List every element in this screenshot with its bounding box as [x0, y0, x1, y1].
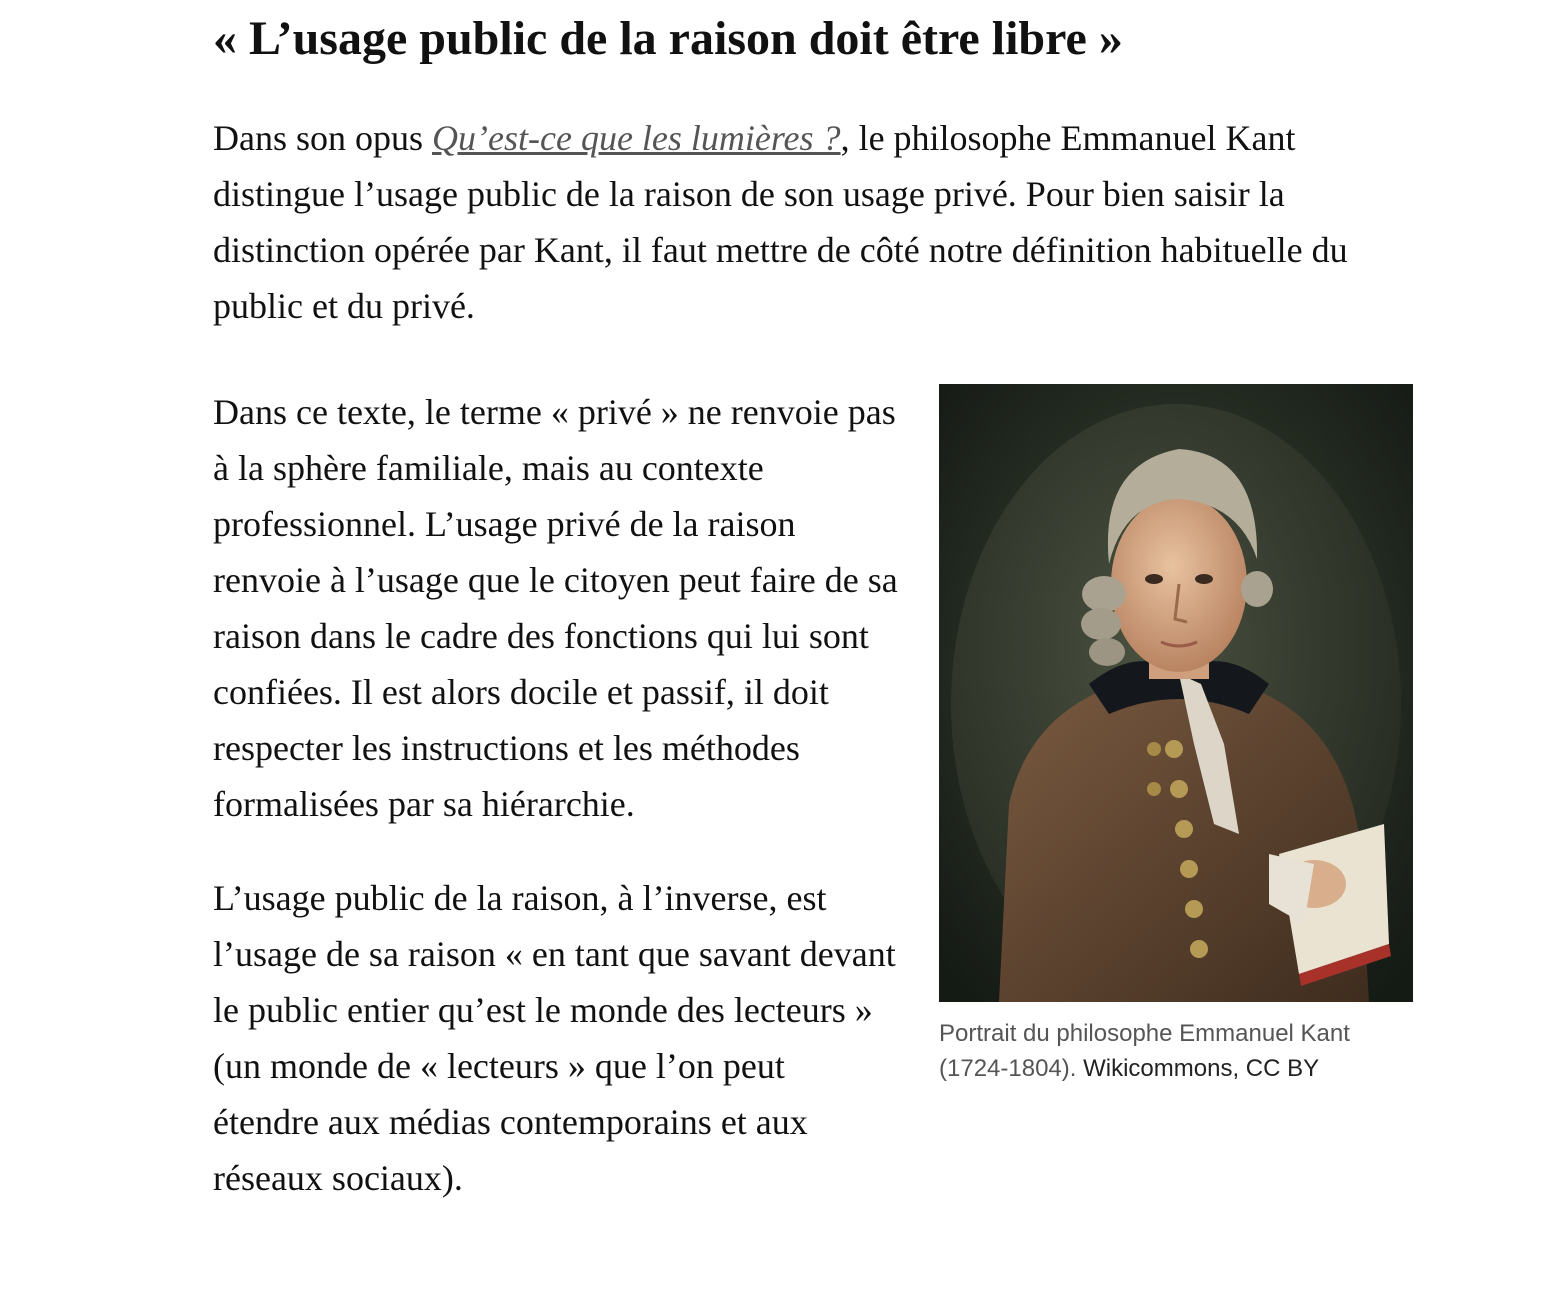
intro-paragraph — [213, 110, 1413, 334]
intro-text-start: Dans son opus — [213, 118, 433, 158]
kant-portrait-image — [939, 384, 1413, 1002]
intro-text-end: , le philosophe Emmanuel Kant distingue l’usage public de la raison de son usage privé. Pour bien saisir la distinction opérée par Kant, il faut mettre de côté notre définition habituelle du public et du privé. — [213, 118, 1348, 326]
opus-link[interactable]: Qu’est-ce que les lumières ? — [432, 118, 841, 158]
article-title: « L’usage public de la raison doit être libre » — [213, 12, 1123, 65]
paragraph-public-use: L’usage public de la raison, à l’inverse, est l’usage de sa raison « en tant que savant devant le public entier qu’est le monde des lecteurs » (un monde de « lecteurs » que l’on peut étendre aux médias contemporains et aux réseaux sociaux). — [213, 878, 896, 1198]
caption-description: Portrait du philosophe Emmanuel Kant (1724-1804). — [939, 1020, 1350, 1082]
portrait-figure — [939, 384, 1413, 1086]
portrait-caption — [939, 1016, 1413, 1086]
caption-credit: Wikicommons, CC BY — [1076, 1055, 1320, 1082]
article — [213, 0, 1413, 1206]
paragraph-private-use: Dans ce texte, le terme « privé » ne renvoie pas à la sphère familiale, mais au contexte professionnel. L’usage privé de la raison renvoie à l’usage que le citoyen peut faire de sa raison dans le cadre des fonctions qui lui sont confiées. Il est alors docile et passif, il doit respecter les instructions et les méthodes formalisées par sa hiérarchie. — [213, 392, 898, 824]
